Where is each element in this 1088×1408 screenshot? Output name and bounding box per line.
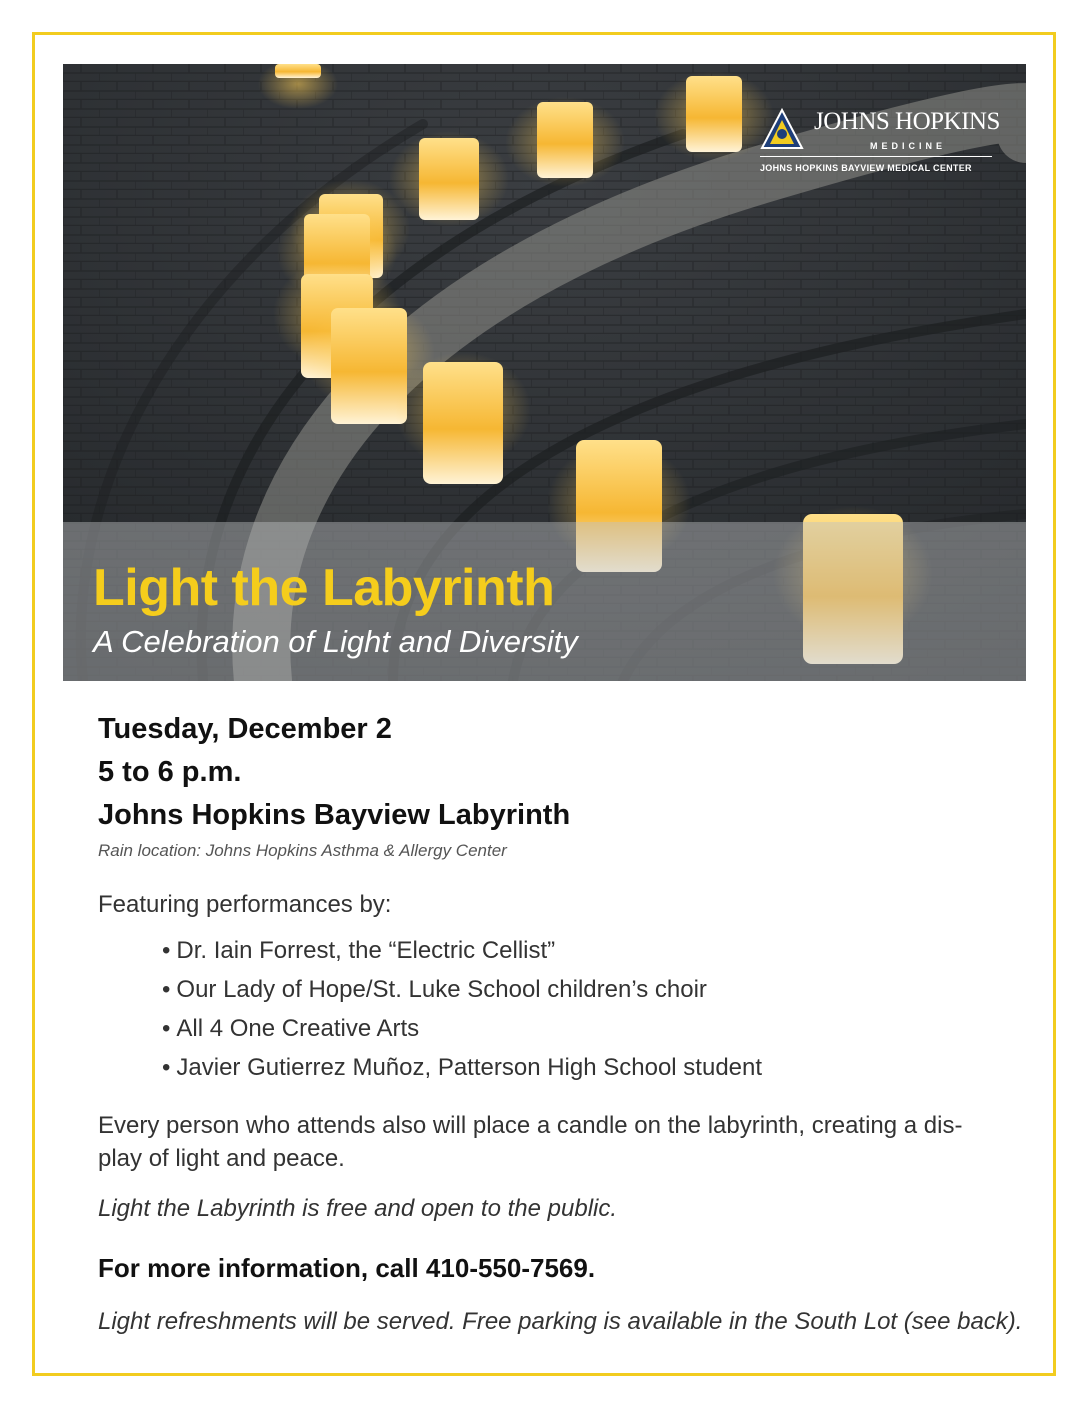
logo-subline: MEDICINE	[870, 141, 947, 151]
performer-list	[98, 931, 1018, 1087]
shield-icon	[760, 108, 804, 152]
featuring-intro: Featuring performances by:	[98, 891, 392, 918]
johns-hopkins-logo	[760, 108, 1000, 178]
logo-name: JOHNS HOPKINS	[814, 108, 1000, 135]
refreshments-note: Light refreshments will be served. Free parking is available in the South Lot (see back).	[98, 1308, 1023, 1335]
performer-item: • Javier Gutierrez Muñoz, Patterson High School student	[162, 1048, 1018, 1087]
performer-item: • All 4 One Creative Arts	[162, 1009, 1018, 1048]
hero-image	[63, 64, 1026, 681]
candle-paragraph: Every person who attends also will place a candle on the labyrinth, creating a dis-play of light and peace.	[98, 1112, 963, 1172]
contact-info: For more information, call 410-550-7569.	[98, 1253, 596, 1283]
rain-location: Rain location: Johns Hopkins Asthma & Allergy Center	[98, 841, 507, 860]
event-location: Johns Hopkins Bayview Labyrinth	[98, 799, 571, 831]
performer-item: • Our Lady of Hope/St. Luke School children’s choir	[162, 970, 1018, 1009]
logo-divider	[760, 156, 992, 157]
performer-item: • Dr. Iain Forrest, the “Electric Cellist”	[162, 931, 1018, 970]
page-title: Light the Labyrinth	[93, 559, 555, 617]
page-subtitle: A Celebration of Light and Diversity	[93, 624, 578, 659]
event-details	[98, 708, 1023, 1336]
event-time: 5 to 6 p.m.	[98, 756, 242, 788]
logo-center-name: JOHNS HOPKINS BAYVIEW MEDICAL CENTER	[760, 163, 972, 173]
free-note: Light the Labyrinth is free and open to the public.	[98, 1195, 618, 1222]
event-date: Tuesday, December 2	[98, 713, 392, 745]
